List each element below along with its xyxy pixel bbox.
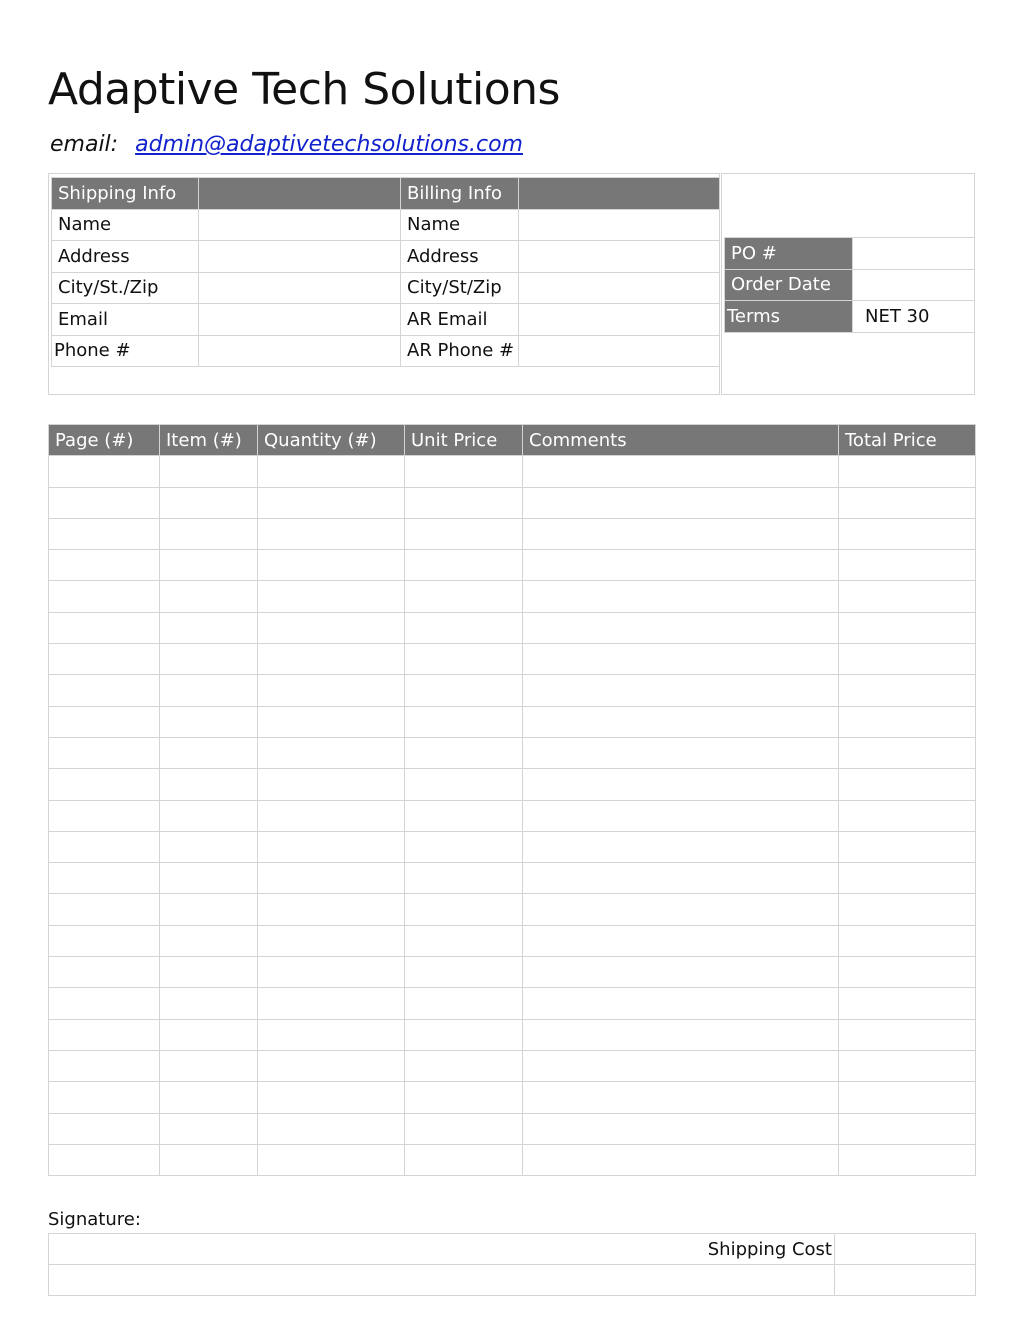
table-row (49, 769, 976, 800)
cell-unit-price[interactable] (405, 581, 523, 612)
cell-unit-price[interactable] (405, 988, 523, 1019)
email-label: email: (50, 132, 119, 157)
shipping-phone-field[interactable] (199, 335, 401, 367)
order-table (724, 237, 975, 333)
cell-unit-price[interactable] (405, 957, 523, 988)
cell-quantity[interactable] (258, 1144, 405, 1175)
cell-item[interactable] (160, 769, 258, 800)
cell-comments[interactable] (523, 988, 839, 1019)
billing-name-label: Name (401, 209, 519, 241)
cell-page[interactable] (49, 581, 160, 612)
cell-quantity[interactable] (258, 957, 405, 988)
cell-total-price[interactable] (839, 737, 976, 768)
cell-quantity[interactable] (258, 925, 405, 956)
cell-comments[interactable] (523, 831, 839, 862)
shipping-name-field[interactable] (199, 209, 401, 241)
shipping-name-label: Name (52, 209, 199, 241)
cell-page[interactable] (49, 1144, 160, 1175)
table-row (49, 800, 976, 831)
cell-unit-price[interactable] (405, 1144, 523, 1175)
billing-email-label: AR Email (401, 304, 519, 336)
shipping-cost-label: Shipping Cost (49, 1234, 835, 1265)
table-row (49, 1113, 976, 1144)
cell-quantity[interactable] (258, 988, 405, 1019)
billing-header-blank (519, 178, 720, 210)
shipping-address-field[interactable] (199, 241, 401, 273)
billing-email-field[interactable] (519, 304, 720, 336)
table-row (49, 894, 976, 925)
cell-page[interactable] (49, 612, 160, 643)
cell-total-price[interactable] (839, 925, 976, 956)
cell-unit-price[interactable] (405, 550, 523, 581)
cell-comments[interactable] (523, 675, 839, 706)
cell-page[interactable] (49, 988, 160, 1019)
billing-city-label: City/St/Zip (401, 272, 519, 304)
cell-page[interactable] (49, 518, 160, 549)
cell-total-price[interactable] (839, 612, 976, 643)
table-row (49, 675, 976, 706)
table-row (49, 925, 976, 956)
cell-page[interactable] (49, 831, 160, 862)
order-row (725, 238, 975, 270)
cell-total-price[interactable] (839, 1050, 976, 1081)
table-row (49, 737, 976, 768)
order-row (725, 269, 975, 301)
cell-total-price[interactable] (839, 675, 976, 706)
cell-total-price[interactable] (839, 957, 976, 988)
cell-item[interactable] (160, 863, 258, 894)
table-row (49, 706, 976, 737)
cell-item[interactable] (160, 487, 258, 518)
cell-quantity[interactable] (258, 675, 405, 706)
cell-comments[interactable] (523, 1113, 839, 1144)
cell-total-price[interactable] (839, 581, 976, 612)
cell-item[interactable] (160, 957, 258, 988)
cell-quantity[interactable] (258, 550, 405, 581)
order-date-field[interactable] (853, 269, 975, 301)
shipping-email-field[interactable] (199, 304, 401, 336)
address-row (52, 241, 720, 273)
cell-comments[interactable] (523, 1144, 839, 1175)
cell-item[interactable] (160, 800, 258, 831)
cell-item[interactable] (160, 706, 258, 737)
billing-phone-field[interactable] (519, 335, 720, 367)
signature-label: Signature: (48, 1209, 141, 1230)
email-line (50, 132, 523, 157)
cell-comments[interactable] (523, 800, 839, 831)
cell-page[interactable] (49, 925, 160, 956)
cell-total-price[interactable] (839, 1113, 976, 1144)
cell-comments[interactable] (523, 706, 839, 737)
cell-quantity[interactable] (258, 612, 405, 643)
po-label: PO # (725, 238, 853, 270)
cell-total-price[interactable] (839, 1082, 976, 1113)
cell-unit-price[interactable] (405, 737, 523, 768)
shipping-info-header: Shipping Info (52, 178, 199, 210)
cell-item[interactable] (160, 1050, 258, 1081)
cell-comments[interactable] (523, 1019, 839, 1050)
table-row (49, 863, 976, 894)
billing-info-header: Billing Info (401, 178, 519, 210)
cell-total-price[interactable] (839, 456, 976, 487)
cell-quantity[interactable] (258, 1019, 405, 1050)
cell-page[interactable] (49, 1050, 160, 1081)
cell-comments[interactable] (523, 644, 839, 675)
shipping-city-field[interactable] (199, 272, 401, 304)
cell-page[interactable] (49, 706, 160, 737)
table-row (49, 1082, 976, 1113)
cell-page[interactable] (49, 769, 160, 800)
address-section (48, 173, 720, 395)
table-row (49, 1050, 976, 1081)
cell-unit-price[interactable] (405, 769, 523, 800)
cell-item[interactable] (160, 831, 258, 862)
cell-total-price[interactable] (839, 894, 976, 925)
cell-total-price[interactable] (839, 487, 976, 518)
order-section (721, 173, 975, 395)
col-header-total-price: Total Price (839, 425, 976, 456)
cell-total-price[interactable] (839, 800, 976, 831)
cell-unit-price[interactable] (405, 1113, 523, 1144)
cell-quantity[interactable] (258, 487, 405, 518)
table-row (49, 988, 976, 1019)
billing-address-label: Address (401, 241, 519, 273)
signature-blank (835, 1265, 976, 1296)
cell-item[interactable] (160, 1019, 258, 1050)
cell-total-price[interactable] (839, 769, 976, 800)
cell-unit-price[interactable] (405, 644, 523, 675)
cell-quantity[interactable] (258, 581, 405, 612)
cell-comments[interactable] (523, 487, 839, 518)
cell-comments[interactable] (523, 550, 839, 581)
table-row (49, 957, 976, 988)
cell-total-price[interactable] (839, 1019, 976, 1050)
cell-page[interactable] (49, 1019, 160, 1050)
table-row (49, 550, 976, 581)
table-row (49, 831, 976, 862)
cell-item[interactable] (160, 1144, 258, 1175)
cell-total-price[interactable] (839, 518, 976, 549)
cell-unit-price[interactable] (405, 863, 523, 894)
cell-page[interactable] (49, 675, 160, 706)
cell-quantity[interactable] (258, 769, 405, 800)
col-header-comments: Comments (523, 425, 839, 456)
cell-page[interactable] (49, 894, 160, 925)
cell-quantity[interactable] (258, 863, 405, 894)
cell-total-price[interactable] (839, 831, 976, 862)
cell-page[interactable] (49, 1082, 160, 1113)
cell-unit-price[interactable] (405, 1082, 523, 1113)
cell-page[interactable] (49, 1113, 160, 1144)
shipping-cost-row (49, 1234, 976, 1265)
order-row (725, 301, 975, 333)
cell-comments[interactable] (523, 894, 839, 925)
shipping-header-blank (199, 178, 401, 210)
shipping-cost-table (48, 1233, 976, 1296)
cell-unit-price[interactable] (405, 894, 523, 925)
line-items-table (48, 424, 976, 1176)
cell-quantity[interactable] (258, 1113, 405, 1144)
cell-item[interactable] (160, 894, 258, 925)
cell-comments[interactable] (523, 518, 839, 549)
cell-quantity[interactable] (258, 1082, 405, 1113)
cell-quantity[interactable] (258, 800, 405, 831)
cell-item[interactable] (160, 644, 258, 675)
cell-item[interactable] (160, 581, 258, 612)
cell-unit-price[interactable] (405, 612, 523, 643)
cell-page[interactable] (49, 487, 160, 518)
cell-item[interactable] (160, 988, 258, 1019)
cell-quantity[interactable] (258, 737, 405, 768)
col-header-unit-price: Unit Price (405, 425, 523, 456)
terms-label: Terms (725, 301, 853, 333)
cell-item[interactable] (160, 737, 258, 768)
cell-unit-price[interactable] (405, 831, 523, 862)
address-row (52, 304, 720, 336)
order-date-label: Order Date (725, 269, 853, 301)
address-table (51, 177, 720, 367)
address-row (52, 335, 720, 367)
cell-unit-price[interactable] (405, 800, 523, 831)
cell-comments[interactable] (523, 612, 839, 643)
shipping-address-label: Address (52, 241, 199, 273)
cell-quantity[interactable] (258, 831, 405, 862)
cell-item[interactable] (160, 675, 258, 706)
billing-address-field[interactable] (519, 241, 720, 273)
cell-comments[interactable] (523, 456, 839, 487)
table-row (49, 581, 976, 612)
po-field[interactable] (853, 238, 975, 270)
billing-phone-label: AR Phone # (401, 335, 519, 367)
cell-comments[interactable] (523, 1082, 839, 1113)
cell-quantity[interactable] (258, 894, 405, 925)
col-header-page: Page (#) (49, 425, 160, 456)
cell-page[interactable] (49, 550, 160, 581)
cell-item[interactable] (160, 1113, 258, 1144)
cell-quantity[interactable] (258, 706, 405, 737)
cell-page[interactable] (49, 957, 160, 988)
cell-unit-price[interactable] (405, 487, 523, 518)
table-row (49, 518, 976, 549)
cell-total-price[interactable] (839, 1144, 976, 1175)
cell-unit-price[interactable] (405, 1050, 523, 1081)
col-header-quantity: Quantity (#) (258, 425, 405, 456)
cell-total-price[interactable] (839, 863, 976, 894)
cell-item[interactable] (160, 1082, 258, 1113)
cell-page[interactable] (49, 644, 160, 675)
signature-field[interactable] (49, 1265, 835, 1296)
cell-total-price[interactable] (839, 644, 976, 675)
signature-row (49, 1265, 976, 1296)
cell-unit-price[interactable] (405, 925, 523, 956)
cell-unit-price[interactable] (405, 1019, 523, 1050)
table-row (49, 1019, 976, 1050)
cell-quantity[interactable] (258, 518, 405, 549)
cell-unit-price[interactable] (405, 706, 523, 737)
shipping-email-label: Email (52, 304, 199, 336)
cell-item[interactable] (160, 518, 258, 549)
shipping-phone-label: Phone # (52, 335, 199, 367)
cell-item[interactable] (160, 925, 258, 956)
cell-quantity[interactable] (258, 1050, 405, 1081)
col-header-item: Item (#) (160, 425, 258, 456)
cell-comments[interactable] (523, 769, 839, 800)
table-row (49, 456, 976, 487)
cell-page[interactable] (49, 863, 160, 894)
cell-comments[interactable] (523, 957, 839, 988)
shipping-city-label: City/St./Zip (52, 272, 199, 304)
cell-total-price[interactable] (839, 706, 976, 737)
cell-page[interactable] (49, 456, 160, 487)
billing-city-field[interactable] (519, 272, 720, 304)
terms-value[interactable]: NET 30 (853, 301, 975, 333)
table-row (49, 612, 976, 643)
cell-comments[interactable] (523, 863, 839, 894)
company-name: Adaptive Tech Solutions (48, 64, 560, 115)
address-header-row (52, 178, 720, 210)
cell-comments[interactable] (523, 581, 839, 612)
cell-item[interactable] (160, 612, 258, 643)
cell-total-price[interactable] (839, 550, 976, 581)
cell-comments[interactable] (523, 737, 839, 768)
billing-name-field[interactable] (519, 209, 720, 241)
line-items-header-row (49, 425, 976, 456)
address-row (52, 272, 720, 304)
cell-total-price[interactable] (839, 988, 976, 1019)
cell-unit-price[interactable] (405, 518, 523, 549)
table-row (49, 1144, 976, 1175)
cell-page[interactable] (49, 737, 160, 768)
cell-unit-price[interactable] (405, 456, 523, 487)
cell-quantity[interactable] (258, 456, 405, 487)
address-row (52, 209, 720, 241)
cell-item[interactable] (160, 456, 258, 487)
email-link[interactable]: admin@adaptivetechsolutions.com (135, 132, 523, 157)
cell-comments[interactable] (523, 925, 839, 956)
table-row (49, 644, 976, 675)
cell-quantity[interactable] (258, 644, 405, 675)
cell-comments[interactable] (523, 1050, 839, 1081)
cell-page[interactable] (49, 800, 160, 831)
cell-item[interactable] (160, 550, 258, 581)
shipping-cost-field[interactable] (835, 1234, 976, 1265)
table-row (49, 487, 976, 518)
cell-unit-price[interactable] (405, 675, 523, 706)
